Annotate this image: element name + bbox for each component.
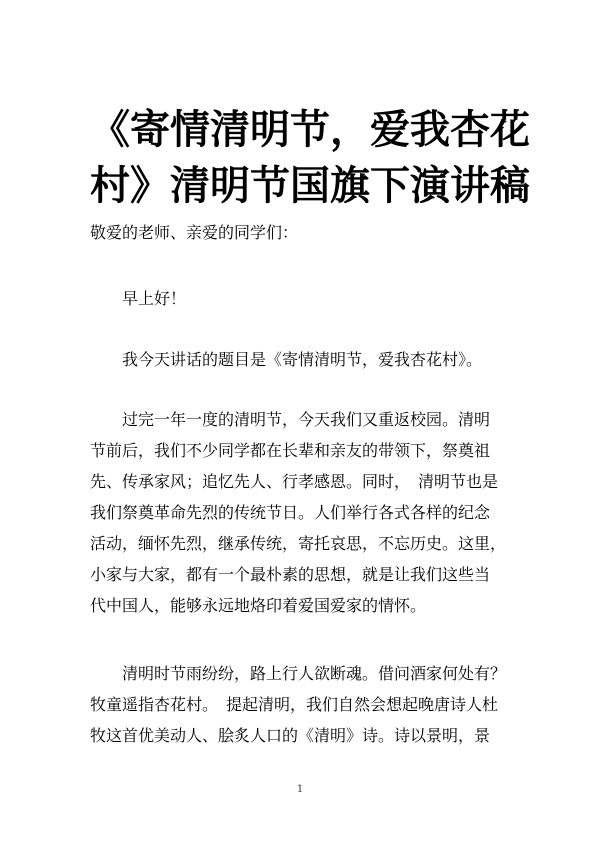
greeting [90, 283, 510, 314]
document-title-line-2: 村》清明节国旗下演讲稿 [90, 163, 530, 209]
paragraph-line: 先、传承家风；追忆先人、行孝感恩。同时， 清明节也是 [90, 472, 499, 491]
body-paragraph-2 [90, 658, 510, 751]
body-paragraph-1 [90, 404, 510, 621]
intro-text: 我今天讲话的题目是《寄情清明节，爱我杏花村》。 [122, 350, 483, 369]
paragraph-line: 牧这首优美动人、脍炙人口的《清明》诗。诗以景明，景 [90, 726, 491, 745]
paragraph-line: 代中国人，能够永远地烙印着爱国爱家的情怀。 [90, 596, 427, 615]
page-number: 1 [296, 784, 304, 795]
paragraph-line: 我们祭奠革命先烈的传统节日。人们举行各式各样的纪念 [90, 503, 491, 522]
paragraph-line: 活动，缅怀先烈，继承传统，寄托哀思，不忘历史。这里， [90, 534, 507, 553]
paragraph-line: 小家与大家，都有一个最朴素的思想，就是让我们这些当 [90, 565, 491, 584]
salutation-text: 敬爱的老师、亲爱的同学们： [90, 223, 299, 242]
document-title-line-1: 《寄情清明节，爱我杏花 [90, 107, 530, 153]
intro-paragraph [90, 344, 510, 375]
paragraph-line: 清明时节雨纷纷，路上行人欲断魂。借问酒家何处有？ [122, 664, 507, 683]
greeting-text: 早上好！ [122, 289, 187, 308]
paragraph-line: 牧童遥指杏花村。 提起清明，我们自然会想起晚唐诗人杜 [90, 695, 499, 714]
paragraph-line: 节前后，我们不少同学都在长辈和亲友的带领下，祭奠祖 [90, 441, 491, 460]
paragraph-line: 过完一年一度的清明节，今天我们又重返校园。清明 [122, 410, 491, 429]
salutation [90, 217, 510, 248]
